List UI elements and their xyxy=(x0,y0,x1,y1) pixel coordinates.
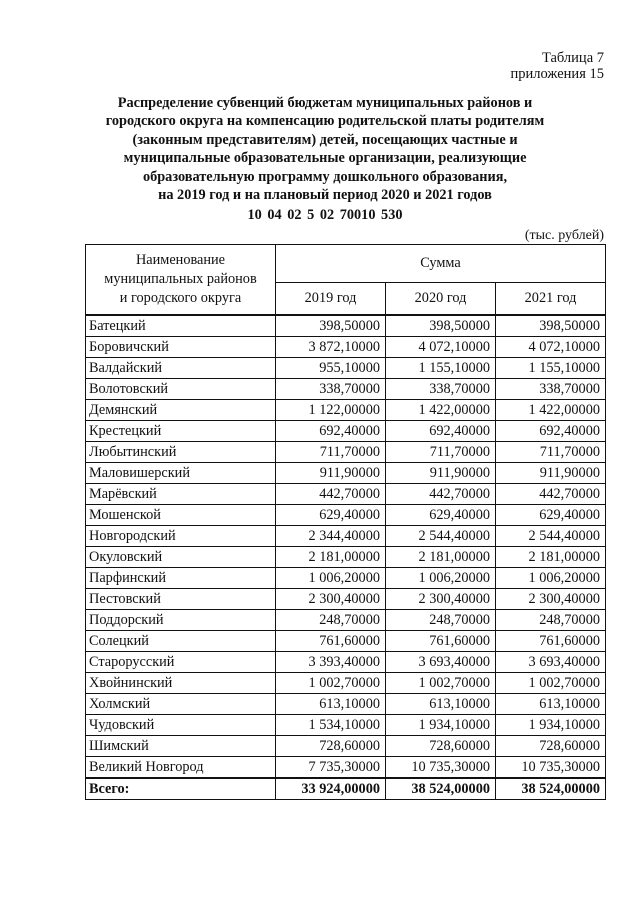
total-2019: 33 924,00000 xyxy=(276,778,386,800)
value-2020: 4 072,10000 xyxy=(386,337,496,358)
value-2021: 1 002,70000 xyxy=(496,673,606,694)
table-row xyxy=(86,568,606,589)
value-2019: 3 393,40000 xyxy=(276,652,386,673)
table-row xyxy=(86,463,606,484)
value-2020: 1 422,00000 xyxy=(386,400,496,421)
table-row xyxy=(86,400,606,421)
title-line: на 2019 год и на плановый период 2020 и 2021 годов xyxy=(158,187,492,204)
value-2019: 613,10000 xyxy=(276,694,386,715)
title-line: муниципальные образовательные организации, реализующие xyxy=(123,150,527,167)
value-2021: 613,10000 xyxy=(496,694,606,715)
total-label: Всего: xyxy=(86,778,276,800)
table-row xyxy=(86,358,606,379)
table-row xyxy=(86,589,606,610)
value-2021: 911,90000 xyxy=(496,463,606,484)
column-header-name: Наименование муниципальных районов и городского округа xyxy=(86,245,276,316)
value-2019: 1 534,10000 xyxy=(276,715,386,736)
value-2020: 613,10000 xyxy=(386,694,496,715)
district-name: Чудовский xyxy=(86,715,276,736)
value-2021: 761,60000 xyxy=(496,631,606,652)
value-2019: 2 181,00000 xyxy=(276,547,386,568)
value-2019: 1 002,70000 xyxy=(276,673,386,694)
district-name: Шимский xyxy=(86,736,276,757)
value-2021: 1 155,10000 xyxy=(496,358,606,379)
table-row xyxy=(86,694,606,715)
value-2021: 3 693,40000 xyxy=(496,652,606,673)
value-2019: 7 735,30000 xyxy=(276,757,386,779)
unit-label: (тыс. рублей) xyxy=(524,228,604,243)
district-name: Боровичский xyxy=(86,337,276,358)
value-2021: 1 422,00000 xyxy=(496,400,606,421)
table-row xyxy=(86,736,606,757)
value-2019: 728,60000 xyxy=(276,736,386,757)
district-name: Новгородский xyxy=(86,526,276,547)
value-2019: 442,70000 xyxy=(276,484,386,505)
value-2019: 629,40000 xyxy=(276,505,386,526)
district-name: Хвойнинский xyxy=(86,673,276,694)
value-2021: 692,40000 xyxy=(496,421,606,442)
title-line: образовательную программу дошкольного образования, xyxy=(142,168,508,185)
district-name: Любытинский xyxy=(86,442,276,463)
value-2020: 3 693,40000 xyxy=(386,652,496,673)
value-2019: 248,70000 xyxy=(276,610,386,631)
table-body xyxy=(86,315,606,778)
district-name: Батецкий xyxy=(86,315,276,337)
table-row xyxy=(86,547,606,568)
value-2020: 2 300,40000 xyxy=(386,589,496,610)
value-2020: 1 006,20000 xyxy=(386,568,496,589)
district-name: Маловишерский xyxy=(86,463,276,484)
district-name: Валдайский xyxy=(86,358,276,379)
value-2019: 2 344,40000 xyxy=(276,526,386,547)
table-row xyxy=(86,757,606,779)
value-2019: 911,90000 xyxy=(276,463,386,484)
table-row xyxy=(86,715,606,736)
column-header-2021: 2021 год xyxy=(496,283,606,316)
table-row xyxy=(86,379,606,400)
district-name: Крестецкий xyxy=(86,421,276,442)
value-2019: 692,40000 xyxy=(276,421,386,442)
district-name: Парфинский xyxy=(86,568,276,589)
value-2021: 711,70000 xyxy=(496,442,606,463)
title-line: городского округа на компенсацию родительской платы родителям xyxy=(105,113,545,130)
table-number: Таблица 7 xyxy=(541,50,604,66)
value-2020: 761,60000 xyxy=(386,631,496,652)
value-2020: 629,40000 xyxy=(386,505,496,526)
district-name: Холмский xyxy=(86,694,276,715)
value-2020: 10 735,30000 xyxy=(386,757,496,779)
appendix-number: приложения 15 xyxy=(510,66,604,82)
value-2021: 442,70000 xyxy=(496,484,606,505)
title-line: (законным представителям) детей, посещающих частные и xyxy=(132,131,518,148)
table-row xyxy=(86,526,606,547)
district-name: Поддорский xyxy=(86,610,276,631)
column-header-2020: 2020 год xyxy=(386,283,496,316)
value-2019: 761,60000 xyxy=(276,631,386,652)
value-2020: 338,70000 xyxy=(386,379,496,400)
district-name: Демянский xyxy=(86,400,276,421)
title-line: Распределение субвенций бюджетам муниципальных районов и xyxy=(117,95,533,111)
document-title xyxy=(60,94,590,204)
value-2021: 10 735,30000 xyxy=(496,757,606,779)
table-row xyxy=(86,631,606,652)
value-2020: 1 155,10000 xyxy=(386,358,496,379)
value-2020: 1 002,70000 xyxy=(386,673,496,694)
value-2020: 442,70000 xyxy=(386,484,496,505)
table-row xyxy=(86,442,606,463)
value-2019: 398,50000 xyxy=(276,315,386,337)
value-2019: 955,10000 xyxy=(276,358,386,379)
table-row xyxy=(86,673,606,694)
value-2021: 338,70000 xyxy=(496,379,606,400)
value-2020: 1 934,10000 xyxy=(386,715,496,736)
value-2021: 398,50000 xyxy=(496,315,606,337)
value-2019: 2 300,40000 xyxy=(276,589,386,610)
column-header-sum: Сумма xyxy=(276,245,606,283)
value-2020: 728,60000 xyxy=(386,736,496,757)
column-header-2019: 2019 год xyxy=(276,283,386,316)
district-name: Пестовский xyxy=(86,589,276,610)
district-name: Волотовский xyxy=(86,379,276,400)
value-2020: 2 181,00000 xyxy=(386,547,496,568)
value-2021: 2 181,00000 xyxy=(496,547,606,568)
table-row xyxy=(86,421,606,442)
value-2020: 692,40000 xyxy=(386,421,496,442)
value-2020: 398,50000 xyxy=(386,315,496,337)
value-2021: 4 072,10000 xyxy=(496,337,606,358)
appendix-reference xyxy=(511,50,604,82)
value-2020: 248,70000 xyxy=(386,610,496,631)
table-row xyxy=(86,484,606,505)
value-2020: 911,90000 xyxy=(386,463,496,484)
value-2021: 629,40000 xyxy=(496,505,606,526)
value-2019: 1 122,00000 xyxy=(276,400,386,421)
value-2019: 1 006,20000 xyxy=(276,568,386,589)
value-2020: 711,70000 xyxy=(386,442,496,463)
table-row xyxy=(86,315,606,337)
table-row xyxy=(86,505,606,526)
total-row xyxy=(86,778,606,800)
table-row xyxy=(86,652,606,673)
budget-classification-code: 10 04 02 5 02 70010 530 xyxy=(247,207,403,223)
value-2021: 1 934,10000 xyxy=(496,715,606,736)
value-2019: 3 872,10000 xyxy=(276,337,386,358)
subvention-table xyxy=(85,244,606,800)
value-2021: 2 300,40000 xyxy=(496,589,606,610)
value-2020: 2 544,40000 xyxy=(386,526,496,547)
district-name: Окуловский xyxy=(86,547,276,568)
value-2021: 2 544,40000 xyxy=(496,526,606,547)
district-name: Марёвский xyxy=(86,484,276,505)
value-2021: 728,60000 xyxy=(496,736,606,757)
value-2021: 248,70000 xyxy=(496,610,606,631)
table-row xyxy=(86,610,606,631)
district-name: Мошенской xyxy=(86,505,276,526)
value-2021: 1 006,20000 xyxy=(496,568,606,589)
value-2019: 711,70000 xyxy=(276,442,386,463)
district-name: Старорусский xyxy=(86,652,276,673)
district-name: Великий Новгород xyxy=(86,757,276,779)
total-2020: 38 524,00000 xyxy=(386,778,496,800)
table-row xyxy=(86,337,606,358)
value-2019: 338,70000 xyxy=(276,379,386,400)
total-2021: 38 524,00000 xyxy=(496,778,606,800)
district-name: Солецкий xyxy=(86,631,276,652)
